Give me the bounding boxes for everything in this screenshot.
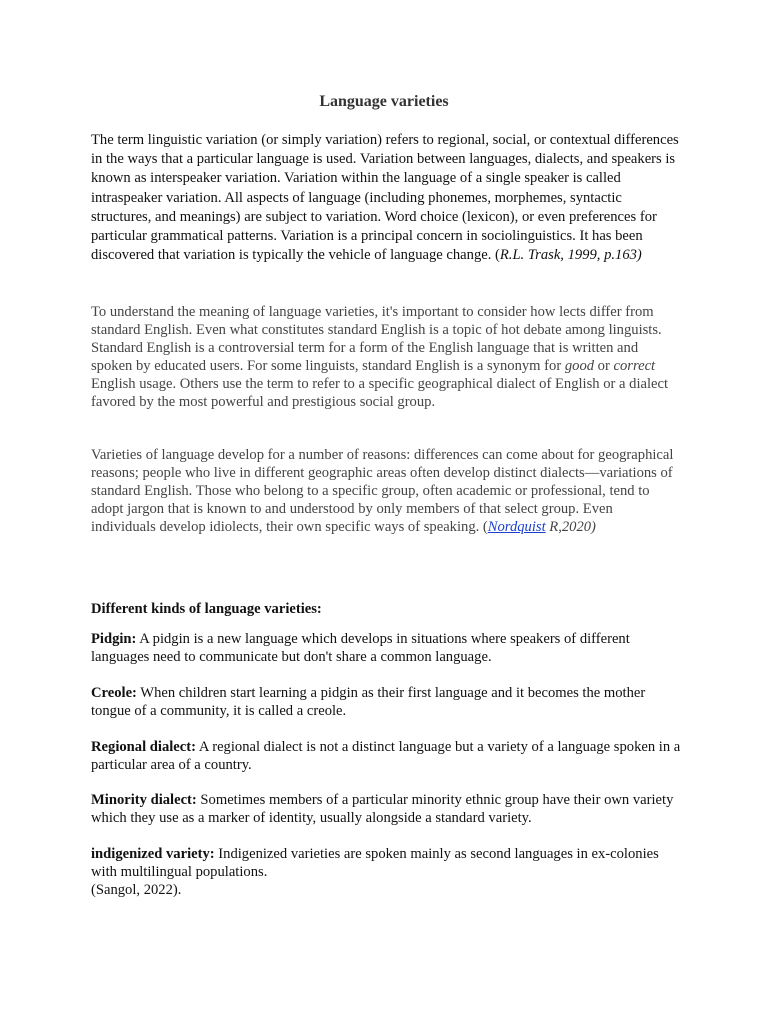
citation-sangol: (Sangol, 2022). [91,882,182,898]
term-definition: A regional dialect is not a distinct language but a variety of a language spoken in a particular area of a country. [91,739,681,773]
term-label: Pidgin: [91,631,137,647]
paragraph-linguistic-variation [91,131,681,265]
citation-tail: R,2020) [545,519,596,535]
term-minority-dialect [91,791,681,827]
term-creole [91,684,681,720]
term-label: Regional dialect: [91,739,196,755]
paragraph-text: or [594,358,614,374]
term-definition: A pidgin is a new language which develops in situations where speakers of different languages need to communicate but don't share a common language. [91,631,630,665]
section-heading-kinds: Different kinds of language varieties: [91,601,322,617]
term-label: Minority dialect: [91,792,197,808]
paragraph-standard-english [91,303,681,411]
paragraph-varieties-develop [91,446,681,536]
term-regional-dialect [91,738,681,774]
nordquist-link[interactable]: Nordquist [487,519,546,535]
page-title: Language varieties [319,93,449,110]
emphasis-good: good [564,358,595,374]
term-pidgin [91,630,681,666]
term-label: Creole: [91,685,137,701]
term-label: indigenized variety: [91,846,215,862]
term-indigenized-variety [91,845,681,899]
term-definition: Sometimes members of a particular minority ethnic group have their own variety which they use as a marker of identity, usually alongside a standard variety. [91,792,674,826]
term-definition: Indigenized varieties are spoken mainly as second languages in ex-colonies with multilingual populations. [91,846,659,880]
term-definition: When children start learning a pidgin as their first language and it becomes the mother tongue of a community, it is called a creole. [91,685,646,719]
paragraph-text: The term linguistic variation (or simply variation) refers to regional, social, or contextual differences in the ways that a particular language is used. Variation between languages, dialects, and speakers is known as interspeaker variation. Variation within the language of a single speaker is called intraspeaker variation. All aspects of language (including phonemes, morphemes, syntactic structures, and meanings) are subject to variation. Word choice (lexicon), or even preferences for particular grammatical patterns. Variation is a principal concern in sociolinguistics. It has been discovered that variation is typically the vehicle of language change. ( [91,132,679,264]
emphasis-correct: correct [613,358,656,374]
paragraph-text: Varieties of language develop for a number of reasons: differences can come about for geographical reasons; people who live in different geographic areas often develop distinct dialects—variations of standard English. Those who belong to a specific group, often academic or professional, tend to adopt jargon that is known to and understood by only members of that select group. Even individuals develop idiolects, their own specific ways of speaking. ( [91,447,674,535]
paragraph-text: To understand the meaning of language varieties, it's important to consider how lects differ from standard English. Even what constitutes standard English is a topic of hot debate among linguists. Standard English is a controversial term for a form of the English language that is written and spoken by educated users. For some linguists, standard English is a synonym for [91,304,662,374]
paragraph-text: English usage. Others use the term to refer to a specific geographical dialect of English or a dialect favored by the most powerful and prestigious social group. [91,376,669,410]
citation-trask: R.L. Trask, 1999, p.163) [499,247,642,264]
